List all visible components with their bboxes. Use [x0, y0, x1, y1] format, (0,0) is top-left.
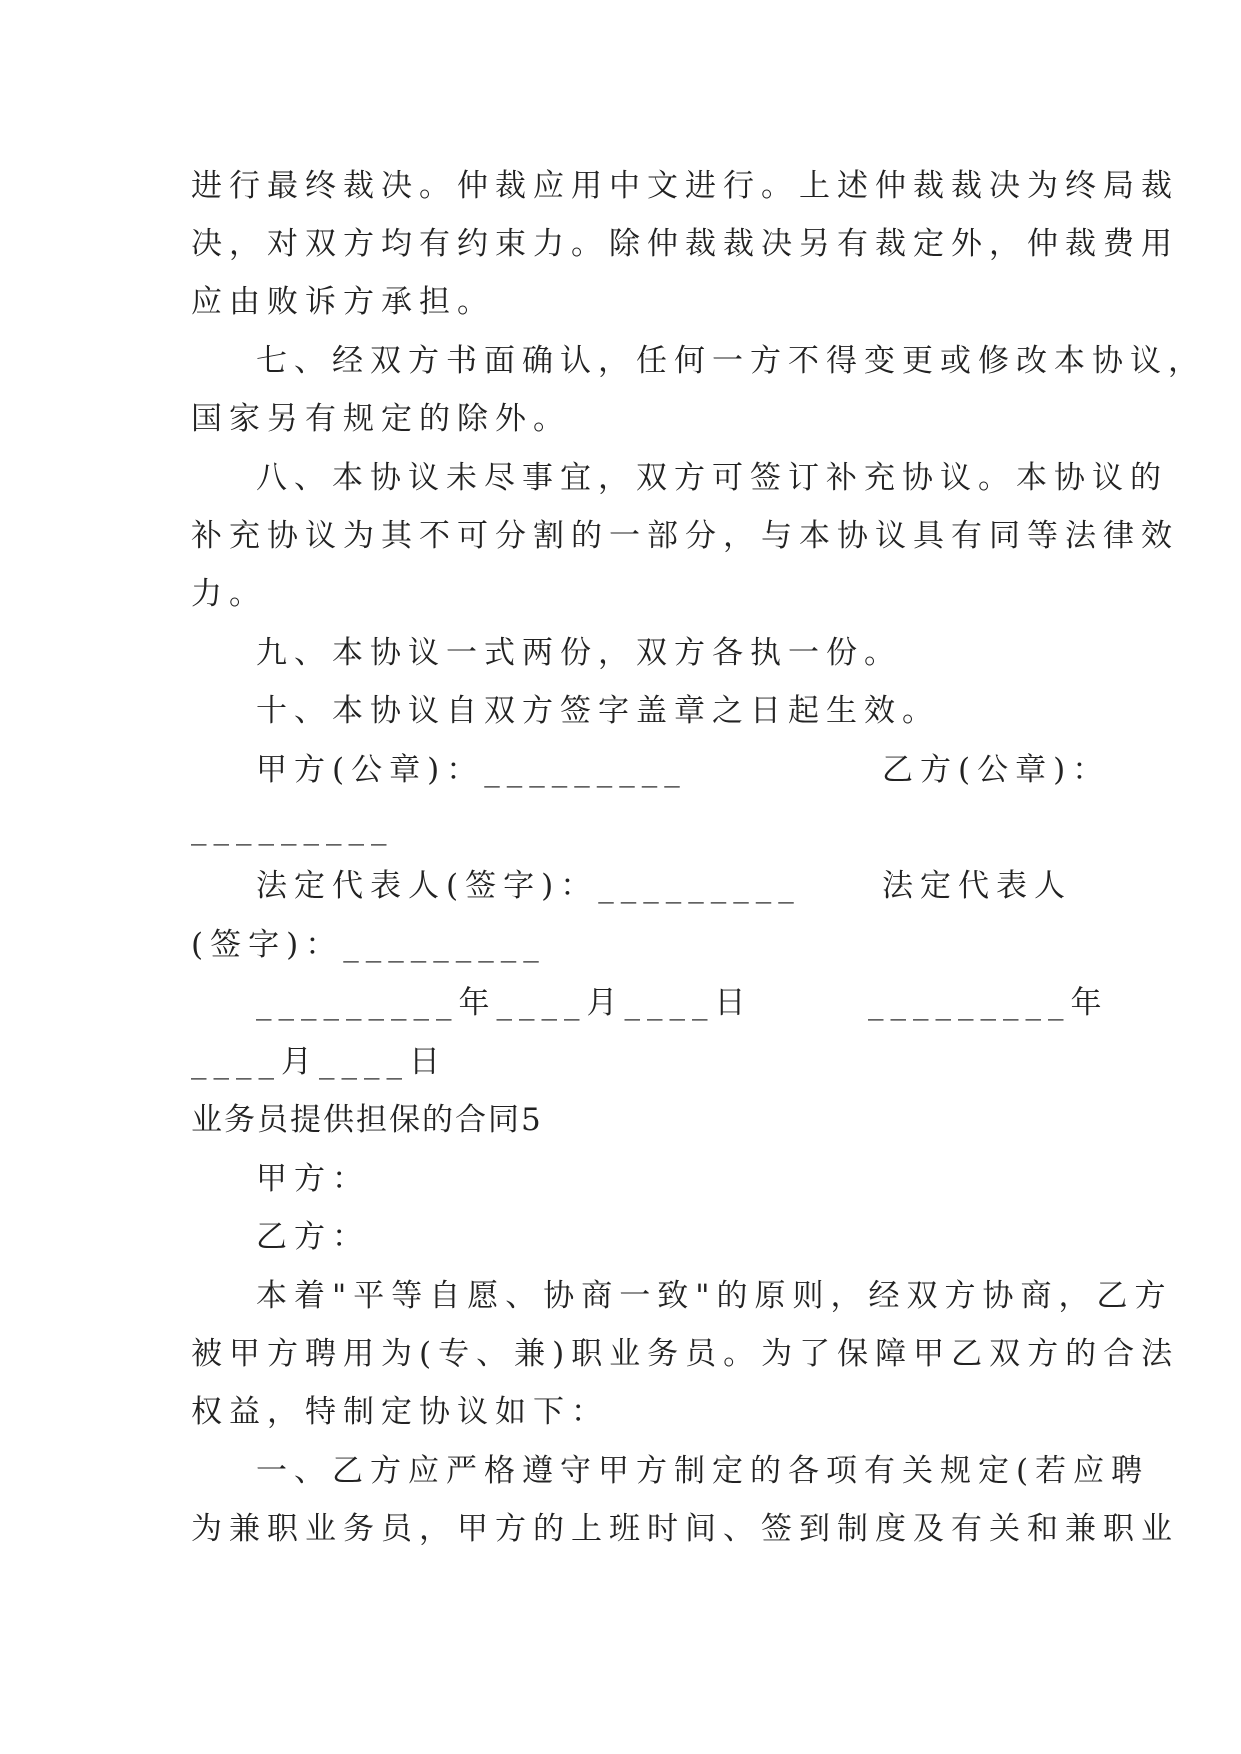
text-line: 被甲方聘用为(专、兼)职业务员。为了保障甲乙双方的合法 — [191, 1336, 1180, 1372]
party-b-representative: 法定代表人 — [882, 868, 1072, 904]
party-b-seal: 乙方(公章)： — [882, 752, 1111, 788]
clause-ten: 十、本协议自双方签字盖章之日起生效。 — [256, 693, 940, 729]
text-line: 补充协议为其不可分割的一部分，与本协议具有同等法律效 — [191, 518, 1179, 554]
section-title: 业务员提供担保的合同5 — [191, 1102, 543, 1138]
party-b-date-year: _________年 — [868, 985, 1109, 1021]
text-line: 进行最终裁决。仲裁应用中文进行。上述仲裁裁决为终局裁 — [191, 168, 1179, 204]
party-b-seal-blank: _________ — [191, 810, 394, 846]
text-line: 国家另有规定的除外。 — [191, 401, 571, 437]
clause-one: 一、乙方应严格遵守甲方制定的各项有关规定(若应聘 — [256, 1453, 1150, 1489]
party-a-representative: 法定代表人(签字)：_________ — [256, 868, 801, 904]
party-a-label: 甲方： — [256, 1161, 370, 1197]
party-b-date-month-day: ____月____日 — [191, 1044, 447, 1080]
clause-seven: 七、经双方书面确认，任何一方不得变更或修改本协议， — [256, 343, 1206, 379]
party-a-seal: 甲方(公章)：_________ — [256, 752, 687, 788]
text-line: 决，对双方均有约束力。除仲裁裁决另有裁定外，仲裁费用 — [191, 226, 1179, 262]
text-line: 应由败诉方承担。 — [191, 284, 495, 320]
party-a-date: _________年____月____日 — [256, 985, 753, 1021]
party-b-representative-signature: (签字)：_________ — [191, 927, 546, 963]
party-b-label: 乙方： — [256, 1219, 370, 1255]
clause-eight: 八、本协议未尽事宜，双方可签订补充协议。本协议的 — [256, 460, 1168, 496]
text-line: 权益，特制定协议如下： — [191, 1394, 609, 1430]
text-line: 力。 — [191, 576, 267, 612]
text-line: 为兼职业务员，甲方的上班时间、签到制度及有关和兼职业 — [191, 1511, 1179, 1547]
clause-nine: 九、本协议一式两份，双方各执一份。 — [256, 635, 902, 671]
preamble-line: 本着"平等自愿、协商一致"的原则，经双方协商，乙方 — [256, 1278, 1173, 1314]
